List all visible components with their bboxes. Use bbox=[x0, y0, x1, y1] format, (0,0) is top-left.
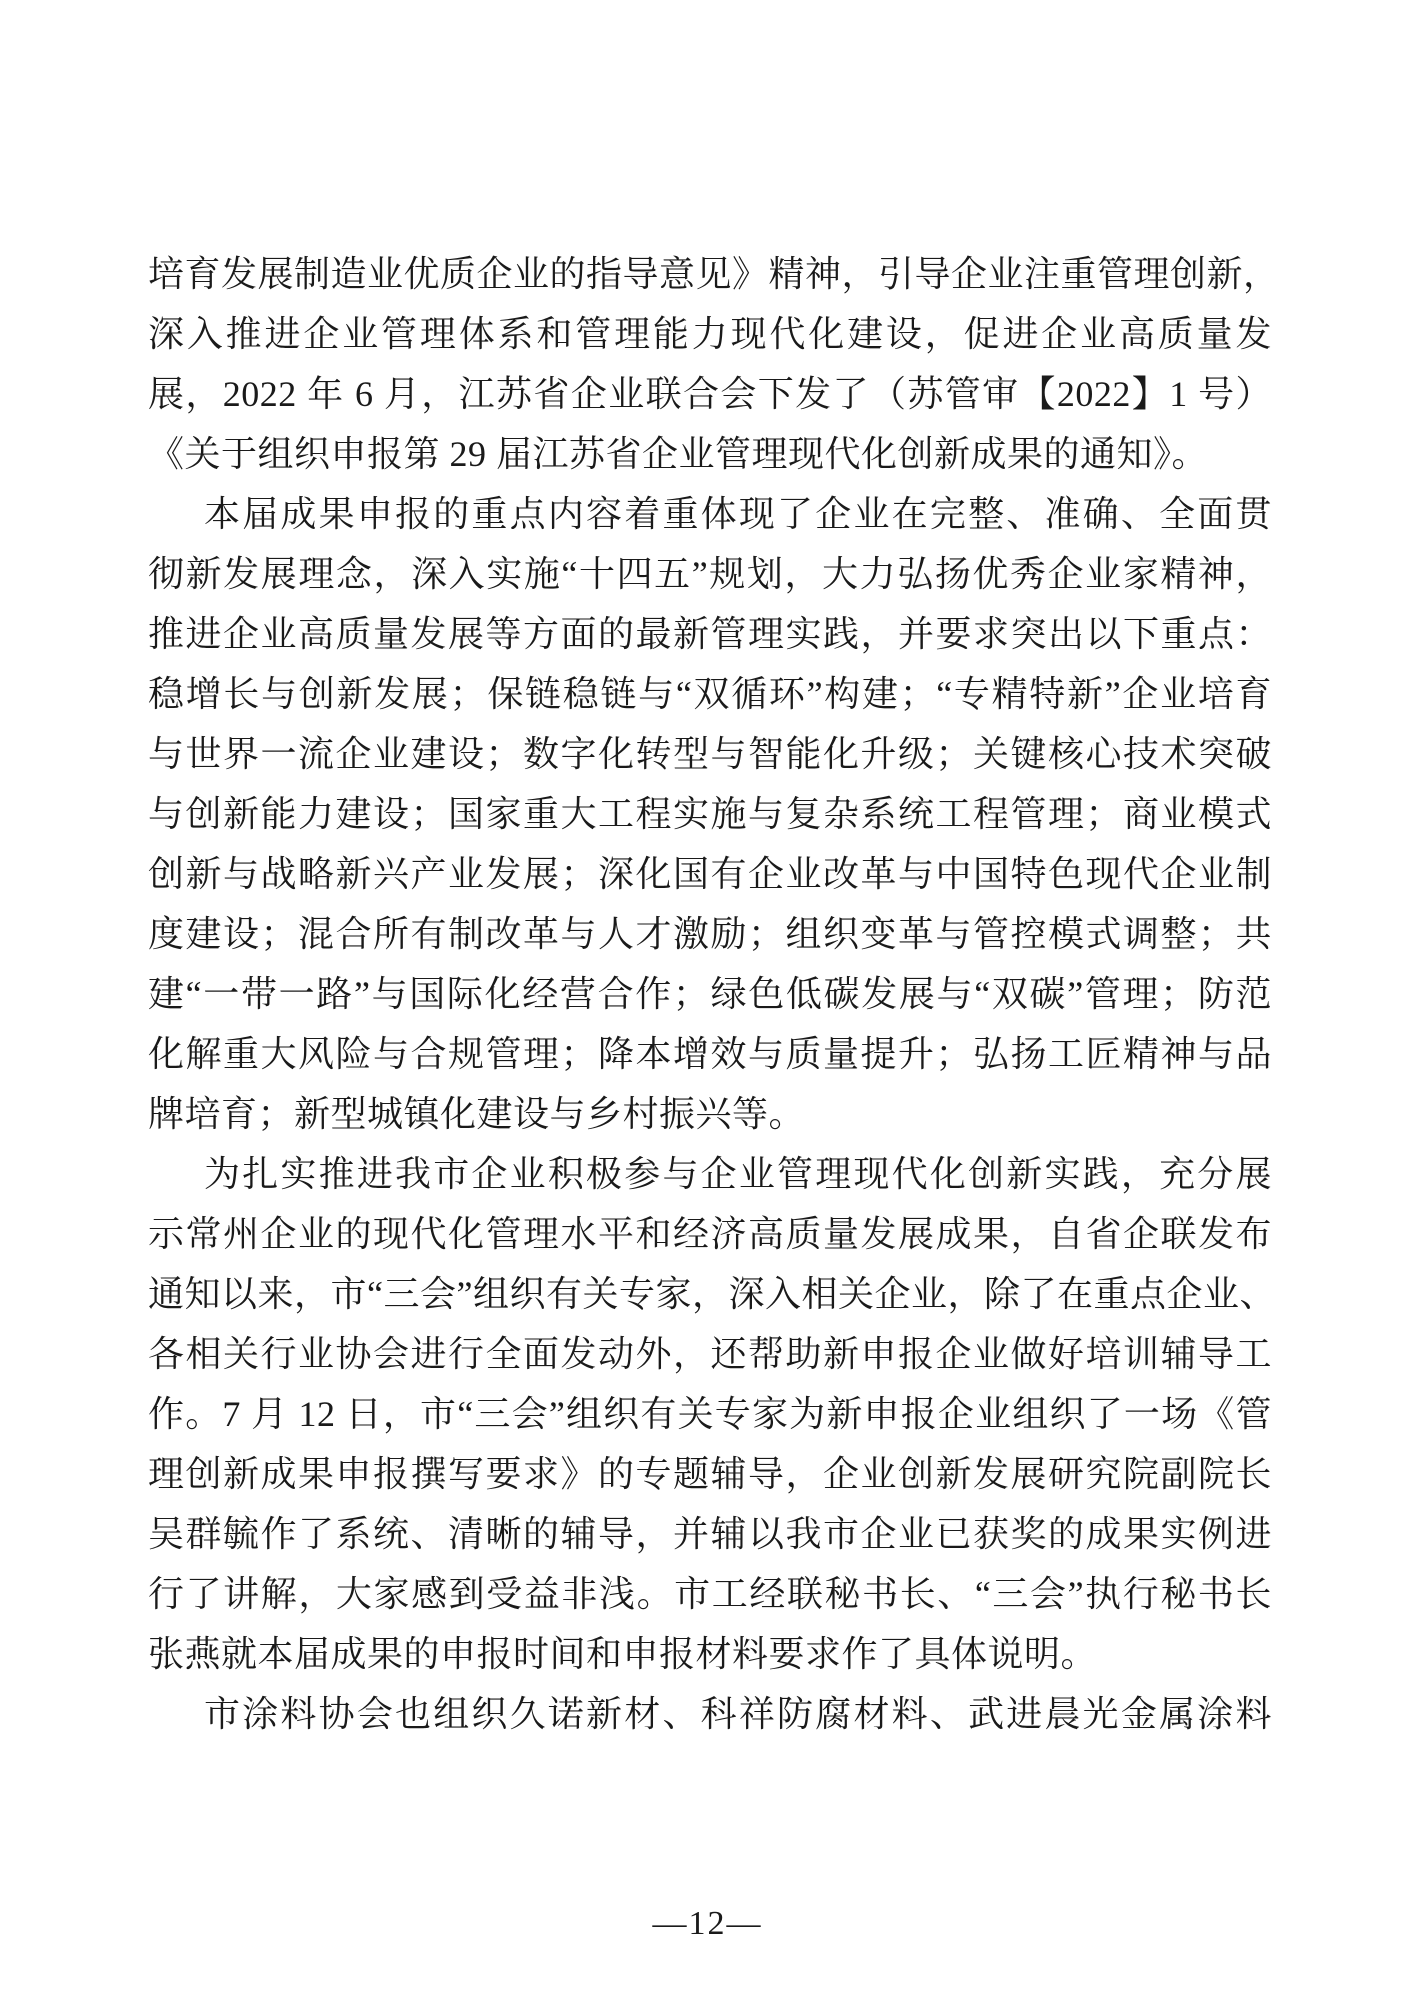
text-line: 通知以来，市“三会”组织有关专家，深入相关企业，除了在重点企业、 bbox=[148, 1274, 1276, 1314]
text-line: 示常州企业的现代化管理水平和经济高质量发展成果，自省企联发布 bbox=[148, 1214, 1272, 1254]
text-line: 行了讲解，大家感到受益非浅。市工经联秘书长、“三会”执行秘书长 bbox=[148, 1574, 1272, 1614]
text-line: 牌培育；新型城镇化建设与乡村振兴等。 bbox=[148, 1094, 806, 1134]
text-line: 作。7 月 12 日，市“三会”组织有关专家为新申报企业组织了一场《管 bbox=[148, 1394, 1272, 1434]
text-line: 市涂料协会也组织久诺新材、科祥防腐材料、武进晨光金属涂料 bbox=[204, 1694, 1272, 1734]
text-line: 本届成果申报的重点内容着重体现了企业在完整、准确、全面贯 bbox=[204, 494, 1272, 534]
text-line: 彻新发展理念，深入实施“十四五”规划，大力弘扬优秀企业家精神， bbox=[148, 554, 1272, 594]
document-text bbox=[148, 248, 1280, 1748]
text-line: 培育发展制造业优质企业的指导意见》精神，引导企业注重管理创新， bbox=[148, 254, 1280, 294]
text-line: 《关于组织申报第 29 届江苏省企业管理现代化创新成果的通知》。 bbox=[148, 434, 1209, 474]
text-line: 张燕就本届成果的申报时间和申报材料要求作了具体说明。 bbox=[148, 1634, 1098, 1674]
text-line: 与创新能力建设；国家重大工程实施与复杂系统工程管理；商业模式 bbox=[148, 794, 1272, 834]
text-line: 推进企业高质量发展等方面的最新管理实践，并要求突出以下重点： bbox=[148, 614, 1272, 654]
text-line: 理创新成果申报撰写要求》的专题辅导，企业创新发展研究院副院长 bbox=[148, 1454, 1272, 1494]
text-line: 与世界一流企业建设；数字化转型与智能化升级；关键核心技术突破 bbox=[148, 734, 1272, 774]
page-number: —12— bbox=[652, 1905, 763, 1942]
text-line: 化解重大风险与合规管理；降本增效与质量提升；弘扬工匠精神与品 bbox=[148, 1034, 1272, 1074]
text-line: 建“一带一路”与国际化经营合作；绿色低碳发展与“双碳”管理；防范 bbox=[148, 974, 1272, 1014]
text-line: 展，2022 年 6 月，江苏省企业联合会下发了（苏管审【2022】1 号） bbox=[148, 374, 1272, 414]
text-line: 深入推进企业管理体系和管理能力现代化建设，促进企业高质量发 bbox=[148, 314, 1272, 354]
text-line: 稳增长与创新发展；保链稳链与“双循环”构建；“专精特新”企业培育 bbox=[148, 674, 1272, 714]
text-line: 度建设；混合所有制改革与人才激励；组织变革与管控模式调整；共 bbox=[148, 914, 1272, 954]
text-line: 各相关行业协会进行全面发动外，还帮助新申报企业做好培训辅导工 bbox=[148, 1334, 1272, 1374]
text-line: 为扎实推进我市企业积极参与企业管理现代化创新实践，充分展 bbox=[204, 1154, 1272, 1194]
text-line: 吴群毓作了系统、清晰的辅导，并辅以我市企业已获奖的成果实例进 bbox=[148, 1514, 1272, 1554]
text-line: 创新与战略新兴产业发展；深化国有企业改革与中国特色现代企业制 bbox=[148, 854, 1272, 894]
